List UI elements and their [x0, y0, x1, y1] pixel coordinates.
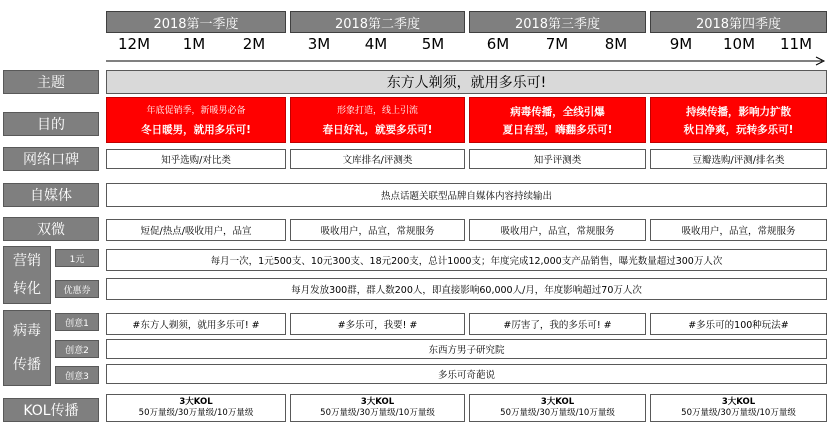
coupon-bar: 每月发放300群，群人数200人，即直接影响60,000人/月，年度影响超过70万人次	[106, 278, 827, 300]
label-dual-wei: 双微	[3, 217, 99, 241]
label-viral	[3, 310, 51, 386]
wom-q1: 知乎选购/对比类	[106, 149, 286, 169]
quarter-header-2: 2018第二季度	[290, 11, 465, 33]
label-kol: KOL传播	[3, 398, 99, 422]
month-label: 3M	[307, 35, 331, 53]
kol-q4-detail: 50万量级/30万量级/10万量级	[681, 408, 796, 418]
dual-wei-q2: 吸收用户，品宣，常规服务	[290, 219, 465, 241]
label-viral-2: 传播	[13, 357, 41, 373]
label-marketing: 营销	[13, 253, 41, 269]
purpose-q3	[469, 97, 646, 143]
purpose-q3-line1: 病毒传播，全线引爆	[510, 105, 605, 118]
label-idea3: 创意3	[55, 366, 99, 384]
label-idea1: 创意1	[55, 313, 99, 331]
idea1-q4: #多乐可的100种玩法#	[650, 313, 827, 335]
purpose-q4-line1: 持续传播，影响力扩散	[686, 105, 791, 118]
kol-q1-title: 3大KOL	[179, 397, 213, 407]
month-label: 9M	[669, 35, 693, 53]
one-yuan-bar: 每月一次，1元500支、10元300支、18元200支，总计1000支；年度完成12,000支产品销售，曝光数量超过300万人次	[106, 249, 827, 271]
quarter-header-3: 2018第三季度	[469, 11, 646, 33]
quarter-header-4: 2018第四季度	[650, 11, 827, 33]
wom-q2: 文库排名/评测类	[290, 149, 465, 169]
idea2-bar: 东西方男子研究院	[106, 339, 827, 359]
month-label: 6M	[486, 35, 510, 53]
month-label: 8M	[604, 35, 628, 53]
dual-wei-q1: 短促/热点/吸收用户，品宣	[106, 219, 286, 241]
label-theme: 主题	[3, 70, 99, 94]
dual-wei-q4: 吸收用户，品宣，常规服务	[650, 219, 827, 241]
purpose-q3-line2: 夏日有型，嗨翻多乐可!	[502, 123, 613, 136]
purpose-q4-line2: 秋日净爽，玩转多乐可!	[683, 123, 794, 136]
purpose-q1-line2: 冬日暖男，就用多乐可!	[141, 124, 251, 136]
label-marketing-conversion	[3, 246, 51, 304]
purpose-q4	[650, 97, 827, 143]
month-label: 12M	[117, 35, 151, 53]
label-one-yuan: 1元	[55, 249, 99, 267]
label-self-media: 自媒体	[3, 183, 99, 207]
idea1-q1: #东方人剃须，就用多乐可! #	[106, 313, 286, 335]
month-label: 5M	[421, 35, 445, 53]
kol-q1-detail: 50万量级/30万量级/10万量级	[138, 408, 254, 418]
label-viral-1: 病毒	[13, 323, 41, 339]
kol-q4	[650, 394, 827, 422]
idea1-q2: #多乐可，我要! #	[290, 313, 465, 335]
kol-q3	[469, 394, 646, 422]
kol-q1	[106, 394, 286, 422]
kol-q2-title: 3大KOL	[360, 397, 395, 407]
idea3-bar: 多乐可奇葩说	[106, 364, 827, 384]
dual-wei-q3: 吸收用户，品宣，常规服务	[469, 219, 646, 241]
purpose-q1-line1: 年底促销季，新暖男必备	[146, 106, 246, 116]
month-label: 10M	[722, 35, 756, 53]
self-media-bar: 热点话题关联型品牌自媒体内容持续输出	[106, 183, 827, 207]
month-label: 11M	[779, 35, 813, 53]
timeline-arrow	[104, 55, 830, 67]
theme-bar: 东方人剃须，就用多乐可!	[106, 70, 827, 94]
purpose-q1	[106, 97, 286, 143]
purpose-q2-line1: 形象打造，线上引流	[336, 106, 418, 116]
kol-q3-detail: 50万量级/30万量级/10万量级	[500, 408, 615, 418]
label-conversion: 转化	[13, 281, 41, 297]
purpose-q2	[290, 97, 465, 143]
label-idea2: 创意2	[55, 340, 99, 358]
purpose-q2-line2: 春日好礼，就要多乐可!	[322, 124, 433, 136]
month-label: 1M	[182, 35, 206, 53]
month-label: 4M	[364, 35, 388, 53]
idea1-q3: #厉害了，我的多乐可! #	[469, 313, 646, 335]
label-word-of-mouth: 网络口碑	[3, 147, 99, 171]
kol-q3-title: 3大KOL	[540, 397, 575, 407]
wom-q3: 知乎评测类	[469, 149, 646, 169]
label-coupon: 优惠券	[55, 280, 99, 298]
kol-q4-title: 3大KOL	[721, 397, 756, 407]
kol-q2	[290, 394, 465, 422]
quarter-header-1: 2018第一季度	[106, 11, 286, 33]
label-purpose: 目的	[3, 112, 99, 136]
month-label: 7M	[545, 35, 569, 53]
wom-q4: 豆瓣选购/评测/排名类	[650, 149, 827, 169]
month-label: 2M	[242, 35, 266, 53]
kol-q2-detail: 50万量级/30万量级/10万量级	[320, 408, 435, 418]
